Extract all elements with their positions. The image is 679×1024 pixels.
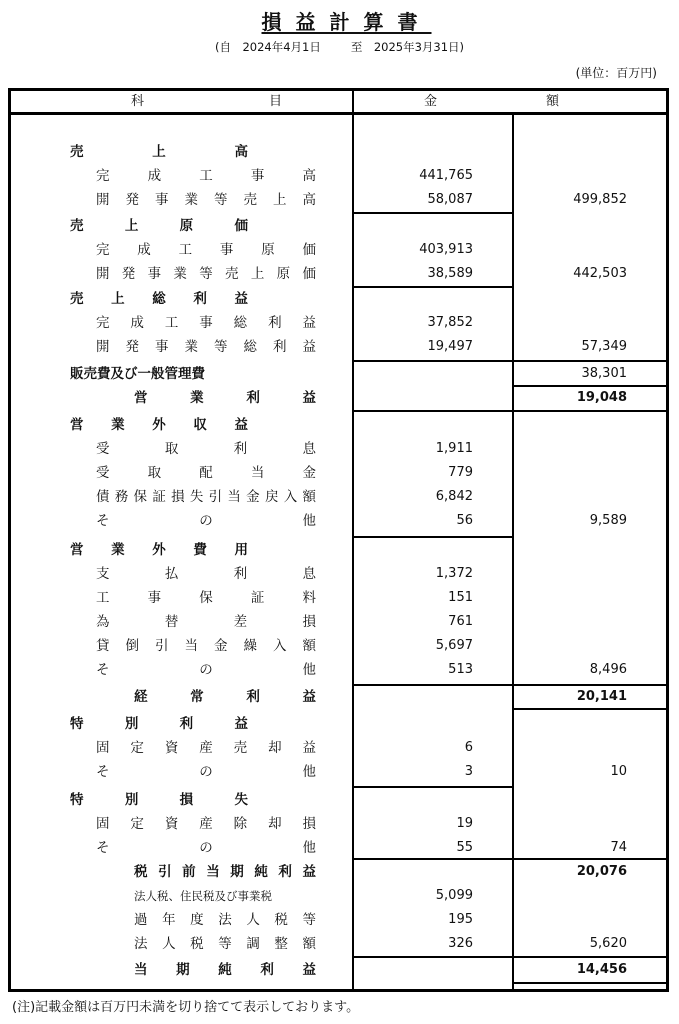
row-label: 工事保証料 [96,590,316,606]
row-label: 支払利息 [96,566,316,582]
statement-row [0,164,679,188]
statement-row [0,562,679,586]
statement-row [0,958,679,982]
header-item: 科 目 [131,94,283,109]
row-label: 完成工事総利益 [96,315,316,331]
row-amount-detail: 37,852 [427,315,473,330]
row-amount-total: 19,048 [576,390,627,405]
row-amount-detail: 19,497 [427,339,473,354]
statement-row [0,538,679,562]
row-label: 固定資産除却損 [96,816,316,832]
statement-row [0,437,679,461]
statement-row [0,884,679,908]
row-amount-total: 9,589 [589,513,627,528]
row-label: 特別利益 [70,716,248,732]
fiscal-period [0,39,679,55]
section-rule [352,956,669,958]
row-label: 法人税、住民税及び事業税 [134,889,272,903]
row-amount-total: 10 [610,764,627,779]
row-amount-detail: 1,372 [435,566,473,581]
statement-row [0,509,679,533]
row-amount-detail: 441,765 [419,168,473,183]
row-amount-total: 20,076 [576,864,627,879]
row-amount-detail: 19 [456,816,473,831]
row-label: その他 [96,840,316,856]
section-rule [352,786,513,788]
statement-row [0,860,679,884]
statement-row [0,712,679,736]
statement-row [0,461,679,485]
statement-row [0,760,679,784]
row-amount-detail: 151 [448,590,473,605]
row-amount-total: 20,141 [576,689,627,704]
row-label: 為替差損 [96,614,316,630]
row-amount-detail: 56 [456,513,473,528]
row-label: 売上高 [70,144,248,160]
row-amount-total: 8,496 [589,662,627,677]
row-amount-detail: 38,589 [427,266,473,281]
row-label: 貸倒引当金繰入額 [96,638,316,654]
row-label: その他 [96,513,316,529]
row-amount-detail: 5,099 [435,888,473,903]
statement-row [0,238,679,262]
row-label: その他 [96,662,316,678]
period-to: 至 2025年3月31日) [350,40,465,54]
row-label: 開発事業等売上原価 [96,266,316,282]
section-rule [352,212,513,214]
statement-row [0,214,679,238]
statement-row [0,634,679,658]
row-amount-total: 499,852 [573,192,627,207]
row-amount-detail: 513 [448,662,473,677]
row-amount-total: 57,349 [581,339,627,354]
statement-row [0,413,679,437]
statement-row [0,485,679,509]
row-label: 営業外費用 [70,542,248,558]
row-label: 受取配当金 [96,465,316,481]
statement-row [0,610,679,634]
row-amount-total: 38,301 [581,366,627,381]
footnote: (注)記載金額は百万円未満を切り捨てて表示しております。 [12,1000,360,1015]
statement-row [0,386,679,410]
row-label: 債務保証損失引当金戻入額 [96,489,316,505]
row-label: 法人税等調整額 [134,936,316,952]
row-label: 固定資産売却益 [96,740,316,756]
row-amount-detail: 58,087 [427,192,473,207]
row-label: 開発事業等売上高 [96,192,316,208]
statement-row [0,836,679,860]
row-amount-detail: 6,842 [435,489,473,504]
row-amount-total: 74 [610,840,627,855]
section-rule [352,858,669,860]
row-label: 売上総利益 [70,291,248,307]
statement-row [0,736,679,760]
statement-row [0,658,679,682]
row-amount-detail: 55 [456,840,473,855]
statement-row [0,932,679,956]
row-label: 特別損失 [70,792,248,808]
section-rule [513,385,669,387]
section-rule [352,410,669,412]
row-amount-detail: 3 [464,764,473,779]
row-amount-detail: 195 [448,912,473,927]
statement-row [0,311,679,335]
row-amount-detail: 6 [464,740,473,755]
row-label: 税引前当期純利益 [134,864,316,880]
row-label: 完成工事原価 [96,242,316,258]
statement-row [0,262,679,286]
section-rule [352,684,669,686]
statement-row [0,140,679,164]
row-label: その他 [96,764,316,780]
section-rule [352,536,513,538]
period-from: (自 2024年4月1日 [214,40,321,54]
statement-row [0,188,679,212]
row-amount-detail: 326 [448,936,473,951]
row-label: 営業外収益 [70,417,248,433]
row-label: 売上原価 [70,218,248,234]
row-amount-detail: 403,913 [419,242,473,257]
row-amount-detail: 5,697 [435,638,473,653]
row-label: 開発事業等総利益 [96,339,316,355]
statement-row [0,788,679,812]
row-amount-detail: 1,911 [435,441,473,456]
row-label: 販売費及び一般管理費 [70,366,205,382]
section-rule [352,360,669,362]
statement-row [0,362,679,386]
row-label: 営業利益 [134,390,316,406]
row-amount-total: 442,503 [573,266,627,281]
row-amount-total: 5,620 [589,936,627,951]
row-label: 完成工事高 [96,168,316,184]
statement-row [0,812,679,836]
statement-row [0,685,679,709]
statement-row [0,335,679,359]
document-title: 損益計算書 [261,10,432,34]
section-rule [513,708,669,710]
header-amount: 金 額 [424,94,560,109]
section-rule [513,982,669,984]
row-label: 受取利息 [96,441,316,457]
row-amount-total: 14,456 [576,962,627,977]
statement-row [0,586,679,610]
unit-label: (単位：百万円) [575,66,657,80]
row-amount-detail: 779 [448,465,473,480]
row-label: 当期純利益 [134,962,316,978]
row-label: 過年度法人税等 [134,912,316,928]
statement-row [0,287,679,311]
row-amount-detail: 761 [448,614,473,629]
section-rule [352,286,513,288]
row-label: 経常利益 [134,689,316,705]
statement-row [0,908,679,932]
